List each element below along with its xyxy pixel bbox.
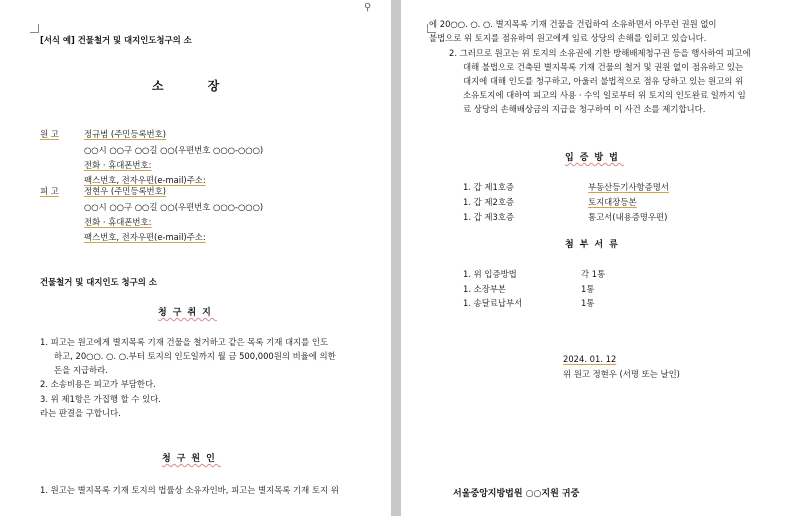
document-page-right bbox=[401, 0, 800, 516]
attachment-count: 1통 bbox=[581, 298, 595, 308]
cause-line: 대지에 대해 인도를 청구하고, 아울러 불법적으로 점유 당하고 있는 원고의 위 bbox=[463, 76, 744, 86]
attachment-name: 1. 송달료납부서 bbox=[463, 298, 523, 308]
claim-line: 1. 피고는 원고에게 별지목록 기재 건물을 철거하고 같은 목록 기재 대지를 인도 bbox=[40, 337, 329, 347]
evidence-document: 부동산등기사항증명서 bbox=[588, 182, 669, 192]
evidence-number: 1. 갑 제2호증 bbox=[463, 197, 515, 207]
attachments-heading: 첨부서류 bbox=[565, 240, 624, 250]
attachment-count: 1통 bbox=[581, 284, 595, 294]
cause-line: 소유토지에 대하여 피고의 사용 · 수익 일로부터 위 토지의 인도완료 일까지 임 bbox=[463, 90, 746, 100]
page-gap bbox=[391, 0, 401, 516]
case-title: 건물철거 및 대지인도 청구의 소 bbox=[40, 277, 157, 287]
attachment-name: 1. 위 입증방법 bbox=[463, 269, 517, 279]
evidence-number: 1. 갑 제1호증 bbox=[463, 182, 515, 192]
defendant-phone: 전화 · 휴대폰번호: bbox=[84, 217, 152, 227]
claim-line: 하고, 20○○. ○. ○.부터 토지의 인도일까지 월 금 500,000원의 비율에 의한 bbox=[54, 351, 336, 361]
plaintiff-phone: 전화 · 휴대폰번호: bbox=[84, 160, 152, 170]
evidence-number: 1. 갑 제3호증 bbox=[463, 212, 515, 222]
plaintiff-role: 원 고 bbox=[40, 129, 59, 139]
evidence-document: 토지대장등본 bbox=[588, 197, 637, 207]
attachment-name: 1. 소장부본 bbox=[463, 284, 507, 294]
plaintiff-address: ○○시 ○○구 ○○길 ○○(우편번호 ○○○-○○○) bbox=[84, 145, 264, 155]
defendant-name: 정현우 (주민등록번호) bbox=[84, 186, 167, 196]
cause-heading: 청구원인 bbox=[162, 454, 221, 464]
defendant-fax: 팩스번호, 전자우편(e-mail)주소: bbox=[84, 232, 206, 242]
anchor-icon: ⚲ bbox=[364, 2, 372, 13]
plaintiff-name: 정규범 (주민등록번호) bbox=[84, 129, 167, 139]
claim-heading: 청구취지 bbox=[158, 308, 217, 318]
form-header: [서식 예] 건물철거 및 대지인도청구의 소 bbox=[40, 35, 192, 45]
claim-line: 3. 위 제1항은 가집행 할 수 있다. bbox=[40, 394, 161, 404]
signature-line: 위 원고 정현우 (서명 또는 날인) bbox=[563, 369, 680, 379]
cause-line: 2. 그러므로 원고는 위 토지의 소유권에 기한 방해배제청구권 등을 행사하여 피고에 bbox=[449, 48, 751, 58]
claim-line: 돈을 지급하라. bbox=[54, 365, 108, 375]
cause-line: 에 20○○. ○. ○. 별지목록 기재 건물을 건립하여 소유하면서 아무런 권원 없이 bbox=[429, 19, 717, 29]
court-addressee: 서울중앙지방법원 ○○지원 귀중 bbox=[453, 489, 580, 499]
evidence-heading: 입증방법 bbox=[565, 153, 624, 163]
document-title: 소장 bbox=[152, 79, 264, 93]
claim-line: 라는 판결을 구합니다. bbox=[40, 408, 121, 418]
filing-date: 2024. 01. 12 bbox=[563, 354, 617, 364]
defendant-role: 피 고 bbox=[40, 186, 59, 196]
cause-line: 료 상당의 손해배상금의 지급을 청구하여 이 사건 소를 제기합니다. bbox=[463, 104, 706, 114]
cause-line: 1. 원고는 별지목록 기재 토지의 법률상 소유자인바, 피고는 별지목록 기재 토지 위 bbox=[40, 485, 339, 495]
document-page-left bbox=[0, 0, 391, 516]
cause-line: 대해 불법으로 건축된 별지목록 기재 건물의 철거 및 권원 없이 점유하고 있는 bbox=[463, 62, 744, 72]
cause-line: 불법으로 위 토지를 점유하여 원고에게 임료 상당의 손해를 입히고 있습니다. bbox=[429, 33, 707, 43]
plaintiff-fax: 팩스번호, 전자우편(e-mail)주소: bbox=[84, 175, 206, 185]
attachment-count: 각 1통 bbox=[581, 269, 606, 279]
defendant-address: ○○시 ○○구 ○○길 ○○(우편번호 ○○○-○○○) bbox=[84, 202, 264, 212]
claim-line: 2. 소송비용은 피고가 부담한다. bbox=[40, 379, 156, 389]
evidence-document: 통고서(내용증명우편) bbox=[588, 212, 668, 222]
margin-corner-mark bbox=[30, 24, 39, 33]
